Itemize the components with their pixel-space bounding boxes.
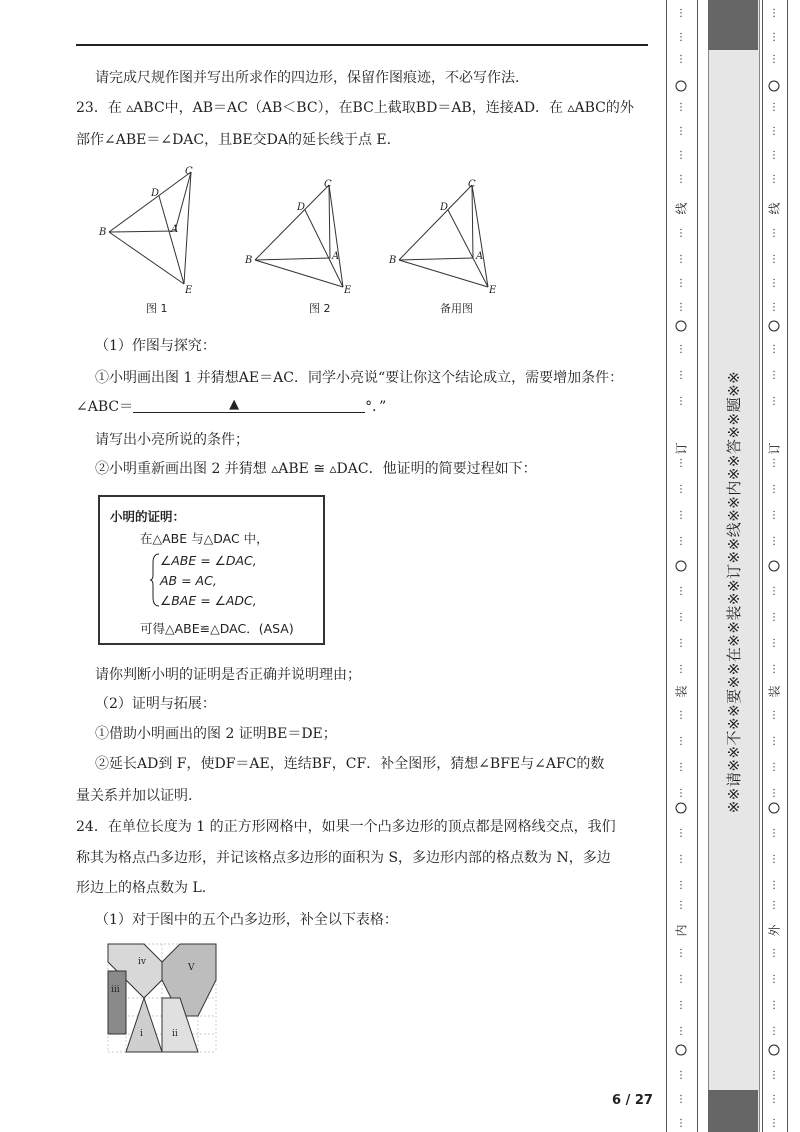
fig1-label-C: C xyxy=(185,166,193,177)
proof-line1: 在△ABE 与△DAC 中， xyxy=(140,531,269,546)
svg-text:⋮: ⋮ xyxy=(769,1118,779,1129)
q23-condition-suffix: °．” xyxy=(365,399,387,415)
svg-text:⋮: ⋮ xyxy=(769,900,779,911)
q24-part1: （1）对于图中的五个凸多边形，补全以下表格： xyxy=(95,912,398,928)
svg-text:⋮: ⋮ xyxy=(676,1094,686,1105)
q23-part1-q2: ②小明重新画出图 2 并猜想 ▵ABE ≅ ▵DAC．他证明的简要过程如下： xyxy=(95,461,537,477)
svg-text:⋮: ⋮ xyxy=(676,736,686,747)
fig3-label-D: D xyxy=(440,202,449,213)
svg-text:⋮: ⋮ xyxy=(676,1070,686,1081)
figure-2 xyxy=(255,185,343,287)
polygon-label-v: V xyxy=(188,963,195,973)
inner-char-nei: 内 xyxy=(674,924,689,937)
proof-conclusion: 可得△ABE≌△DAC．(ASA) xyxy=(140,621,294,636)
svg-text:⋮: ⋮ xyxy=(676,278,686,289)
q23-part1-q1a: ①小明画出图 1 并猜想AE＝AC．同学小亮说“要让你这个结论成立，需要增加条件： xyxy=(95,370,624,386)
svg-text:⋮: ⋮ xyxy=(676,254,686,265)
svg-text:⋮: ⋮ xyxy=(676,396,686,407)
svg-text:⋮: ⋮ xyxy=(676,228,686,239)
header-rule xyxy=(76,44,648,46)
fig2-label-B: B xyxy=(245,255,253,266)
q23-part1-q1c: 请写出小亮所说的条件； xyxy=(95,432,249,448)
q23-part2-q2a: ②延长AD到 F，使DF＝AE，连结BF，CF．补全图形，猜想∠BFE与∠AFC的数 xyxy=(95,756,605,772)
svg-text:⋮: ⋮ xyxy=(676,638,686,649)
svg-text:⋮: ⋮ xyxy=(769,458,779,469)
svg-text:⋮: ⋮ xyxy=(769,1026,779,1037)
svg-text:⋮: ⋮ xyxy=(676,102,686,113)
q23-line1: 23．在 ▵ABC中，AB＝AC（AB＜BC），在BC上截取BD＝AB，连接AD．在 ▵ABC的外 xyxy=(76,100,634,116)
proof-cond3: ∠BAE = ∠ADC, xyxy=(160,593,257,608)
binding-warning: ※※请※※不※※要※※在※※装※※订※※线※※内※※答※※题※※ xyxy=(725,370,743,814)
q24-line1: 24．在单位长度为 1 的正方形网格中，如果一个凸多边形的顶点都是网格线交点，我们 xyxy=(76,819,616,835)
inner-dot-column xyxy=(671,0,691,1132)
q23-part2-q2b: 量关系并加以证明. xyxy=(76,788,193,804)
fig1-caption: 图 1 xyxy=(146,302,168,315)
svg-text:⋮: ⋮ xyxy=(769,32,779,43)
inner-char-xian: 线 xyxy=(674,202,689,215)
svg-text:⋮: ⋮ xyxy=(676,854,686,865)
polygon-label-i: i xyxy=(140,1029,143,1039)
svg-text:⋮: ⋮ xyxy=(676,900,686,911)
polygon-label-iv: iv xyxy=(138,957,146,967)
q24-line3: 形边上的格点数为 L. xyxy=(76,880,207,896)
fig1-label-E: E xyxy=(185,285,193,296)
q23-part2-title: （2）证明与拓展： xyxy=(95,696,216,712)
polygon-label-ii: ii xyxy=(172,1029,178,1039)
svg-text:⋮: ⋮ xyxy=(676,710,686,721)
svg-text:⋮: ⋮ xyxy=(676,788,686,799)
proof-brace xyxy=(150,553,160,607)
svg-text:⋮: ⋮ xyxy=(676,664,686,675)
polygon-iii xyxy=(108,971,126,1034)
fig3-label-A: A xyxy=(476,251,484,262)
svg-text:⋮: ⋮ xyxy=(769,278,779,289)
svg-text:⋮: ⋮ xyxy=(676,880,686,891)
fig2-label-A: A xyxy=(332,251,340,262)
svg-text:⋮: ⋮ xyxy=(769,1094,779,1105)
q23-condition-prefix: ∠ABC＝ xyxy=(76,399,134,415)
svg-text:⋮: ⋮ xyxy=(769,484,779,495)
fig2-label-C: C xyxy=(324,179,332,190)
svg-text:⋮: ⋮ xyxy=(676,370,686,381)
svg-text:⋮: ⋮ xyxy=(769,370,779,381)
svg-text:⋮: ⋮ xyxy=(769,228,779,239)
svg-text:⋮: ⋮ xyxy=(676,32,686,43)
outer-dot-column xyxy=(764,0,784,1132)
q22-instruction: 请完成尺规作图并写出所求作的四边形，保留作图痕迹，不必写作法. xyxy=(95,70,520,86)
svg-text:⋮: ⋮ xyxy=(769,638,779,649)
svg-text:⋮: ⋮ xyxy=(769,612,779,623)
q23-part2-q1: ①借助小明画出的图 2 证明BE＝DE； xyxy=(95,726,337,742)
svg-text:⋮: ⋮ xyxy=(676,484,686,495)
svg-text:⋮: ⋮ xyxy=(769,736,779,747)
svg-text:⋮: ⋮ xyxy=(676,828,686,839)
outer-char-wai: 外 xyxy=(767,924,782,937)
fig2-label-D: D xyxy=(297,202,306,213)
svg-text:⋮: ⋮ xyxy=(769,254,779,265)
proof-cond1: ∠ABE = ∠DAC, xyxy=(160,553,257,568)
q23-part1-q1b xyxy=(76,397,386,417)
svg-text:⋮: ⋮ xyxy=(769,828,779,839)
svg-text:⋮: ⋮ xyxy=(676,344,686,355)
polygon-label-iii: iii xyxy=(111,985,120,995)
fig3-caption: 备用图 xyxy=(440,302,473,315)
svg-text:⋮: ⋮ xyxy=(769,586,779,597)
svg-text:⋮: ⋮ xyxy=(769,880,779,891)
svg-text:⋮: ⋮ xyxy=(676,126,686,137)
fig1-label-A: A xyxy=(171,224,179,235)
svg-text:⋮: ⋮ xyxy=(769,710,779,721)
svg-text:⋮: ⋮ xyxy=(769,762,779,773)
q23-part1-title: （1）作图与探究： xyxy=(95,338,216,354)
svg-text:⋮: ⋮ xyxy=(769,396,779,407)
svg-text:⋮: ⋮ xyxy=(676,1026,686,1037)
svg-text:⋮: ⋮ xyxy=(676,150,686,161)
svg-text:⋮: ⋮ xyxy=(769,1070,779,1081)
inner-char-ding: 订 xyxy=(674,442,689,455)
svg-text:⋮: ⋮ xyxy=(769,150,779,161)
figure-1 xyxy=(109,172,191,284)
svg-text:⋮: ⋮ xyxy=(676,762,686,773)
fig2-label-E: E xyxy=(344,285,352,296)
fig1-label-B: B xyxy=(99,227,107,238)
q24-grid-figure xyxy=(104,940,222,1056)
fig3-label-C: C xyxy=(468,179,476,190)
fig3-label-B: B xyxy=(389,255,397,266)
outer-char-xian: 线 xyxy=(767,202,782,215)
svg-text:⋮: ⋮ xyxy=(769,102,779,113)
svg-text:⋮: ⋮ xyxy=(769,664,779,675)
svg-text:⋮: ⋮ xyxy=(676,458,686,469)
answer-marker: ▲ xyxy=(229,397,240,412)
polygon-i xyxy=(126,998,162,1052)
binding-cap-top xyxy=(708,0,758,50)
figure-backup xyxy=(399,185,488,287)
svg-text:⋮: ⋮ xyxy=(769,948,779,959)
svg-text:⋮: ⋮ xyxy=(769,344,779,355)
svg-text:⋮: ⋮ xyxy=(769,536,779,547)
svg-text:⋮: ⋮ xyxy=(769,8,779,19)
proof-cond2: AB = AC, xyxy=(160,573,217,588)
svg-text:⋮: ⋮ xyxy=(676,948,686,959)
answer-blank[interactable] xyxy=(133,398,365,413)
inner-char-zhuang: 装 xyxy=(674,685,689,698)
svg-text:⋮: ⋮ xyxy=(769,974,779,985)
svg-text:⋮: ⋮ xyxy=(769,54,779,65)
page-number: 6 / 27 xyxy=(612,1093,653,1108)
proof-box xyxy=(98,495,325,645)
outer-char-ding: 订 xyxy=(767,442,782,455)
svg-text:⋮: ⋮ xyxy=(769,510,779,521)
svg-text:⋮: ⋮ xyxy=(769,302,779,313)
svg-text:⋮: ⋮ xyxy=(676,8,686,19)
svg-text:⋮: ⋮ xyxy=(676,974,686,985)
q24-line2: 称其为格点凸多边形，并记该格点多边形的面积为 S，多边形内部的格点数为 N，多边 xyxy=(76,850,611,866)
svg-text:⋮: ⋮ xyxy=(676,586,686,597)
svg-text:⋮: ⋮ xyxy=(769,854,779,865)
proof-title: 小明的证明： xyxy=(110,509,186,524)
q23-figures xyxy=(95,160,515,320)
svg-text:⋮: ⋮ xyxy=(676,1118,686,1129)
fig3-label-E: E xyxy=(489,285,497,296)
svg-text:⋮: ⋮ xyxy=(676,302,686,313)
svg-text:⋮: ⋮ xyxy=(676,174,686,185)
svg-text:⋮: ⋮ xyxy=(676,1000,686,1011)
svg-text:⋮: ⋮ xyxy=(676,536,686,547)
q23-part1-q2b: 请你判断小明的证明是否正确并说明理由； xyxy=(95,667,361,683)
q23-line2: 部作∠ABE＝∠DAC，且BE交DA的延长线于点 E. xyxy=(76,132,392,148)
svg-text:⋮: ⋮ xyxy=(769,174,779,185)
svg-text:⋮: ⋮ xyxy=(769,1000,779,1011)
fig1-label-D: D xyxy=(151,188,160,199)
fig2-caption: 图 2 xyxy=(309,302,331,315)
svg-text:⋮: ⋮ xyxy=(676,54,686,65)
svg-text:⋮: ⋮ xyxy=(769,788,779,799)
svg-text:⋮: ⋮ xyxy=(769,126,779,137)
svg-text:⋮: ⋮ xyxy=(676,612,686,623)
svg-text:⋮: ⋮ xyxy=(676,510,686,521)
outer-char-zhuang: 装 xyxy=(767,685,782,698)
